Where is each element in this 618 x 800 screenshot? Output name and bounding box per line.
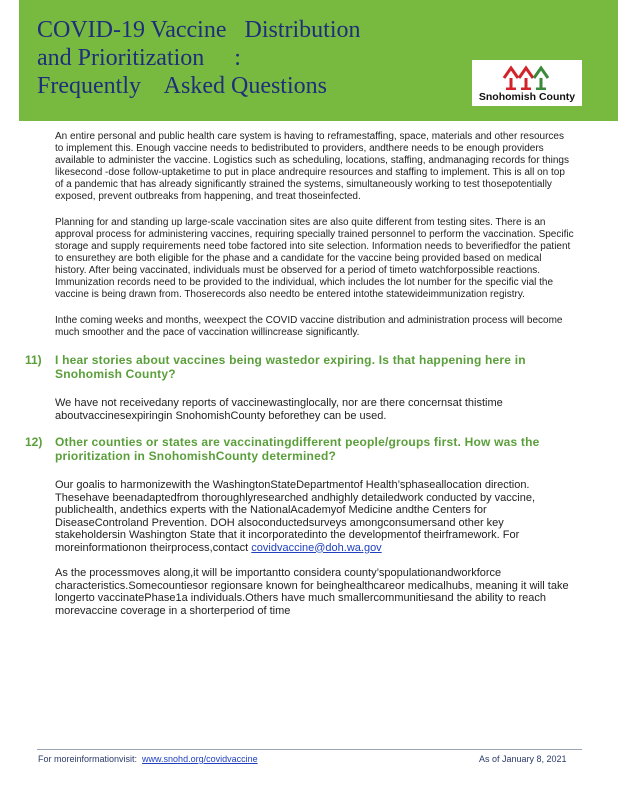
answer-paragraph: As the processmoves along,it will be importantto considera county’spopulationandworkforce characteristics.Somecountiesor regionsare known for beinghealthcareor medicalhubs, meaning it will take longerto vaccinatePhase1a individuals.Others have much smallercommunitiesand the ability to reach morevaccine coverage in a shorterperiod of time: [55, 567, 569, 617]
question-text: Other counties or states are vaccinatingdifferent people/groups first. How was the prioritization in SnohomishCounty determined?: [55, 435, 540, 463]
answer-text: Our goalis to harmonizewith the WashingtonStateDepartmentof Health’sphaseallocation direction. Thesehave beenadaptedfrom thoroughlyresearched andhighly detailedwork conducted by vaccine, publichealth, andethics experts with the NationalAcademyof Medicine andthe Centers for DiseaseControland Prevention. DOH alsoconductedsurveys amongconsumersand other key stakeholdersin Washington State that it incorporatedinto the developmentof theirframework. For moreinformationon theirprocess,contact: [55, 479, 536, 554]
question-number: 11): [25, 353, 42, 367]
footer-label: For moreinformationvisit:: [38, 754, 138, 764]
snohomish-county-logo: [472, 60, 582, 106]
intro-paragraph: An entire personal and public health care system is having to reframestaffing, space, materials and other resources to implement this. Enough vaccine needs to bedistributed to providers, andthere needs to be enough providers available to administer the vaccine. Logistics such as scheduling, locations, staffing, andmanaging records for things likesecond -dose follow-uptaketime to put in place andrequire resources and staffing to implement. This is all on top of a pandemic that has already significantly strained the systems, simultaneously working to test thosepotentially exposed, prevent outbreaks from happening, and treat thoseinfected.: [55, 131, 569, 202]
faq-question-12: [25, 435, 575, 463]
intro-paragraph: Planning for and standing up large-scale vaccination sites are also quite different from testing sites. There is an approval process for administering vaccines, requiring specially trained personnel to perform the vaccination. Specific storage and supply requirements need tobe factored into site selection. Information needs to beverifiedfor the patient to ensurethey are both eligible for the phase and a candidate for the vaccine being provided based on medical history. After being vaccinated, individuals must be observed for a period of timeto watchforpossible reactions. Immunization records need to be provided to the individual, which includes the lot number for the specific vial the vaccine is being drawn from. Thoserecords also needto be entered intothe statewideimmunization registry.: [55, 217, 574, 300]
footer-divider: [37, 749, 582, 750]
people-figures-icon: [502, 64, 552, 90]
header-banner: [19, 0, 618, 121]
answer-paragraph: We have not receivedany reports of vaccinewastinglocally, nor are there concernsat thistime aboutvaccinesexpiringin SnohomishCounty beforethey can be used.: [55, 397, 503, 422]
footer-info: [38, 754, 258, 764]
intro-paragraph: Inthe coming weeks and months, weexpect the COVID vaccine distribution and administration process will become much smoother and the pace of vaccination willincrease significantly.: [55, 315, 563, 338]
answer-paragraph: [55, 479, 575, 554]
question-text: I hear stories about vaccines being wastedor expiring. Is that happening here in Snohomish County?: [55, 353, 526, 381]
faq-question-11: [25, 353, 575, 381]
contact-email-link[interactable]: covidvaccine@doh.wa.gov: [251, 541, 382, 554]
logo-text: Snohomish County: [478, 91, 576, 103]
footer-date: As of January 8, 2021: [479, 754, 567, 764]
footer-website-link[interactable]: www.snohd.org/covidvaccine: [142, 754, 258, 764]
question-number: 12): [25, 435, 43, 449]
document-body: [25, 131, 575, 630]
page-title: COVID-19 Vaccine Distribution and Prioritization : Frequently Asked Questions: [37, 17, 361, 99]
